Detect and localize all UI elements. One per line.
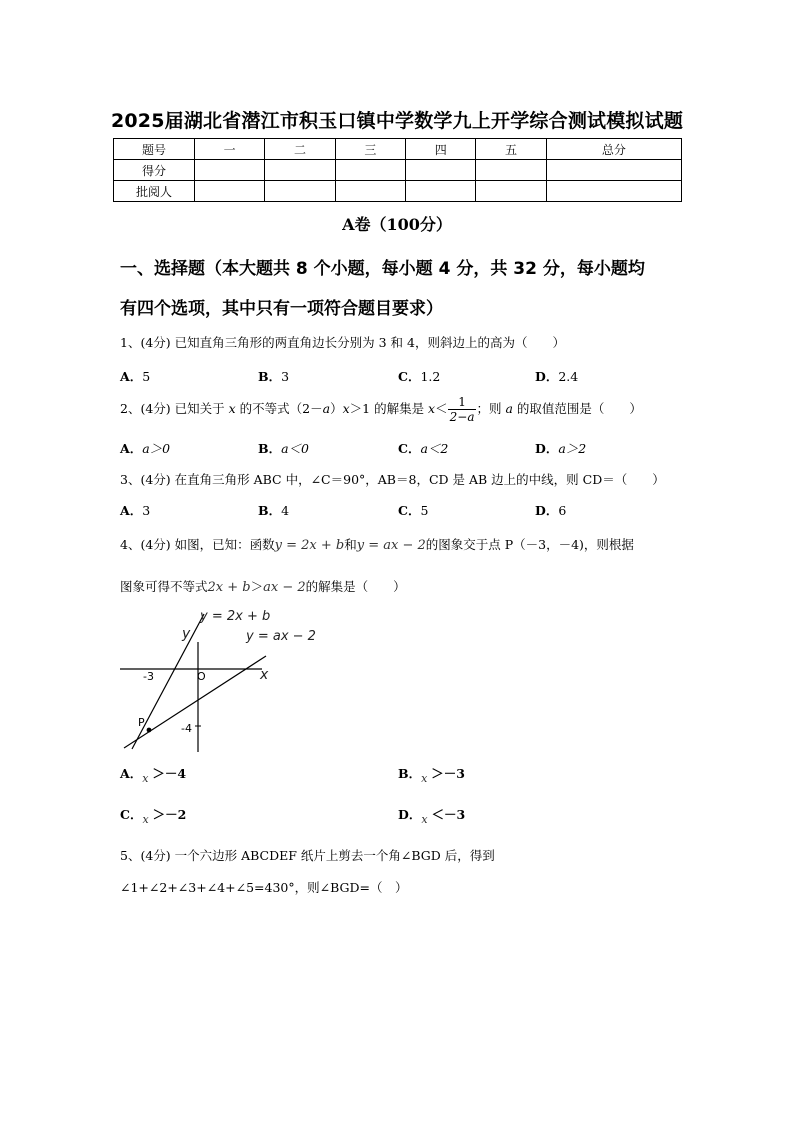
- header-cell: 四: [406, 139, 476, 160]
- question-4-stem-line1: 4、(4分) 如图，已知：函数y = 2x + b和y = ax − 2的图象交于点 P（－3，－4)，则根据: [120, 537, 634, 553]
- header-cell: 三: [335, 139, 405, 160]
- q3-option-b: B．4: [258, 503, 290, 518]
- q3-option-d: D．6: [535, 503, 567, 518]
- q4-option-b: B．x ＞－3: [398, 766, 465, 785]
- question-3-stem: 3、(4分) 在直角三角形 ABC 中，∠C＝90°，AB＝8，CD 是 AB 边上的中线，则 CD＝（ ）: [120, 472, 665, 487]
- label-y: y: [182, 626, 191, 642]
- label-f2: y = ax − 2: [246, 629, 316, 644]
- q2-option-a: A．a＞0: [120, 441, 171, 456]
- label-p: P: [138, 716, 145, 729]
- header-cell: 题号: [114, 139, 195, 160]
- q1-option-d: D．2.4: [535, 369, 579, 384]
- function-graph: [110, 602, 320, 762]
- header-cell: 二: [265, 139, 335, 160]
- label-minus-4: -4: [181, 722, 192, 735]
- label-origin: O: [197, 670, 206, 683]
- question-5-stem-line1: 5、(4分) 一个六边形 ABCDEF 纸片上剪去一个角∠BGD 后，得到: [120, 848, 495, 863]
- volume-title: A卷（100分）: [342, 215, 452, 234]
- score-table: [113, 138, 682, 202]
- q2-option-b: B．a＜0: [258, 441, 309, 456]
- q4-option-c: C．x ＞－2: [120, 807, 187, 826]
- q4-option-d: D．x ＜－3: [398, 807, 466, 826]
- q1-option-c: C．1.2: [398, 369, 441, 384]
- score-table-header-row: [114, 139, 682, 160]
- label-f1: y = 2x + b: [200, 609, 271, 624]
- reviewer-row: [114, 181, 682, 202]
- q3-option-a: A．3: [120, 503, 151, 518]
- score-row: [114, 160, 682, 181]
- q2-option-d: D．a＞2: [535, 441, 587, 456]
- q1-option-b: B．3: [258, 369, 290, 384]
- question-5-stem-line2: ∠1+∠2+∠3+∠4+∠5=430°，则∠BGD=（ ）: [120, 880, 408, 895]
- question-1-stem: 1、(4分) 已知直角三角形的两直角边长分别为 3 和 4，则斜边上的高为（ ）: [120, 335, 565, 350]
- row-label: 得分: [114, 160, 195, 181]
- q4-option-a: A．x ＞－4: [120, 766, 187, 785]
- question-4-stem-line2: 图象可得不等式2x + b＞ax − 2的解集是（ ）: [120, 579, 406, 595]
- header-cell: 总分: [546, 139, 681, 160]
- q3-option-c: C．5: [398, 503, 429, 518]
- row-label: 批阅人: [114, 181, 195, 202]
- point-p: [147, 728, 152, 733]
- section-heading-line1: 一、选择题（本大题共 8 个小题，每小题 4 分，共 32 分，每小题均: [120, 259, 645, 279]
- fraction: $\frac{1}{2-a}$: [449, 395, 475, 424]
- header-cell: 一: [195, 139, 265, 160]
- question-2-stem: 2、(4分) 已知关于 x 的不等式（2－a）x＞1 的解集是 x＜ $\frac{1}{2-a}$ ；则 a 的取值范围是（ ）: [120, 395, 642, 424]
- header-cell: 五: [476, 139, 546, 160]
- exam-title: 2025届湖北省潜江市积玉口镇中学数学九上开学综合测试模拟试题: [110, 110, 684, 132]
- q2-option-c: C．a＜2: [398, 441, 449, 456]
- q1-option-a: A．5: [120, 369, 151, 384]
- section-heading-line2: 有四个选项，其中只有一项符合题目要求）: [120, 299, 443, 319]
- label-x: x: [260, 667, 269, 683]
- label-minus-3: -3: [143, 670, 154, 683]
